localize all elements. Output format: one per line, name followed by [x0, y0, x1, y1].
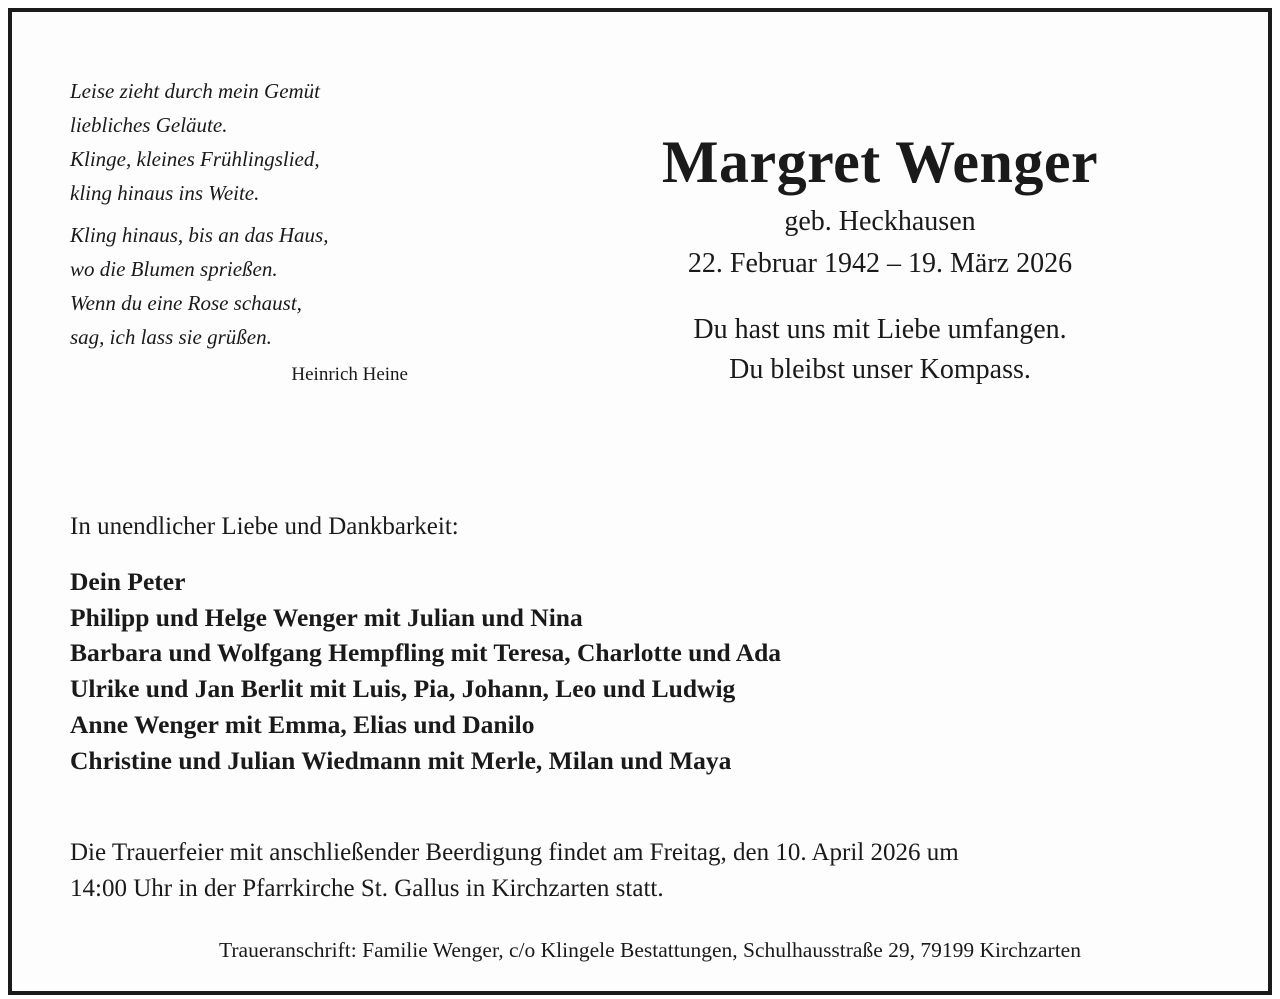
obituary-frame: [8, 8, 1272, 995]
poem-line: liebliches Geläute.: [70, 113, 228, 137]
deceased-info: [610, 122, 1150, 390]
motto-line: Du bleibst unser Kompass.: [729, 354, 1031, 385]
family-member: Philipp und Helge Wenger mit Julian und Nina: [70, 602, 583, 632]
deceased-name: Margret Wenger: [661, 129, 1099, 195]
motto-line: Du hast uns mit Liebe umfangen.: [693, 314, 1067, 345]
poem-line: wo die Blumen sprießen.: [70, 257, 278, 281]
family-member: Christine und Julian Wiedmann mit Merle, Milan und Maya: [70, 745, 732, 775]
poem-line: Leise zieht durch mein Gemüt: [70, 79, 321, 103]
poem: [70, 74, 430, 362]
family-list: [70, 564, 781, 778]
gratitude-line: In unendlicher Liebe und Dankbarkeit:: [70, 513, 459, 540]
life-dates: 22. Februar 1942 – 19. März 2026: [687, 248, 1073, 279]
family-member: Anne Wenger mit Emma, Elias und Danilo: [70, 709, 535, 739]
birth-name: geb. Heckhausen: [784, 206, 976, 237]
poem-line: Wenn du eine Rose schaust,: [70, 291, 302, 315]
funeral-line-2: 14:00 Uhr in der Pfarrkirche St. Gallus in Kirchzarten statt.: [70, 875, 664, 902]
poem-line: sag, ich lass sie grüßen.: [70, 325, 272, 349]
funeral-notice: [70, 835, 1230, 907]
poem-line: Kling hinaus, bis an das Haus,: [70, 223, 329, 247]
poem-stanza-2: [70, 218, 430, 354]
poem-line: kling hinaus ins Weite.: [70, 181, 260, 205]
family-member: Ulrike und Jan Berlit mit Luis, Pia, Johann, Leo und Ludwig: [70, 674, 736, 704]
funeral-line-1: Die Trauerfeier mit anschließender Beerdigung findet am Freitag, den 10. April 2026 um: [70, 839, 959, 866]
family-member: Barbara und Wolfgang Hempfling mit Teresa, Charlotte und Ada: [70, 638, 782, 668]
poem-author: Heinrich Heine: [291, 364, 408, 385]
mourning-address: Traueranschrift: Familie Wenger, c/o Klingele Bestattungen, Schulhausstraße 29, 79199 Kirchzarten: [219, 938, 1081, 962]
family-member: Dein Peter: [70, 567, 186, 596]
poem-stanza-1: [70, 74, 430, 210]
motto: [610, 310, 1150, 390]
poem-line: Klinge, kleines Frühlingslied,: [70, 147, 320, 171]
